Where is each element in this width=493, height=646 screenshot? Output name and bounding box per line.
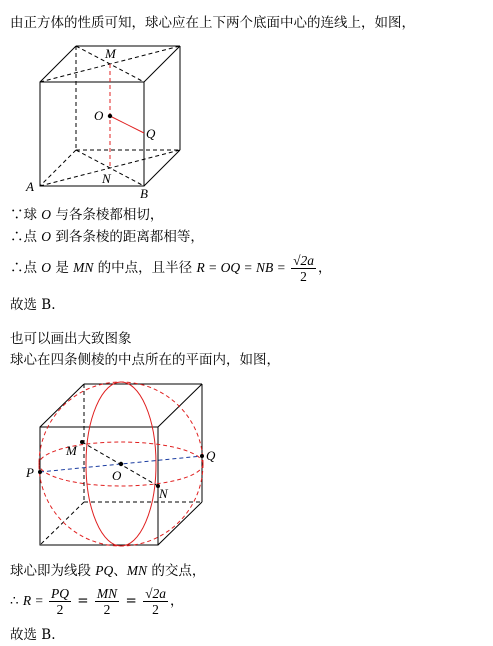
statement-3: ∴点 O 是 MN 的中点，且半径 R = OQ = NB = $\frac{√2a}{2}$ ， bbox=[10, 252, 332, 284]
label-O: O bbox=[94, 108, 104, 123]
answer-1: 故选 B. bbox=[10, 297, 56, 313]
statement-2: ∴点 O 到各条棱的距离都相等， bbox=[10, 229, 204, 245]
label-N-2: N bbox=[159, 486, 168, 501]
label-B: B bbox=[140, 186, 148, 201]
intro-text: 由正方体的性质可知，球心应在上下两个底面中心的连线上，如图， bbox=[10, 15, 415, 31]
cube-figure-1 bbox=[20, 38, 220, 203]
answer-2: 故选 B. bbox=[10, 627, 56, 643]
label-M-2: M bbox=[66, 443, 77, 458]
alt-description: 球心在四条侧棱的中点所在的平面内，如图， bbox=[10, 352, 280, 368]
label-Q: Q bbox=[146, 126, 156, 141]
label-M: M bbox=[105, 46, 116, 61]
statement-1: ∵球 O 与各条棱都相切， bbox=[10, 207, 164, 223]
label-N: N bbox=[102, 171, 111, 186]
label-Q-2: Q bbox=[206, 448, 216, 463]
label-O-2: O bbox=[112, 468, 122, 483]
statement-4: 球心即为线段 PQ、MN 的交点， bbox=[10, 563, 206, 579]
cube-figure-2 bbox=[20, 372, 240, 552]
alt-title: 也可以画出大致图象 bbox=[10, 331, 132, 347]
label-P-2: P bbox=[26, 465, 34, 480]
label-A: A bbox=[26, 179, 34, 194]
statement-5: ∴ R = $\frac{PQ}{2}$ = $\frac{MN}{2}$ = $\frac{√2a}{2}$ ， bbox=[10, 585, 184, 617]
